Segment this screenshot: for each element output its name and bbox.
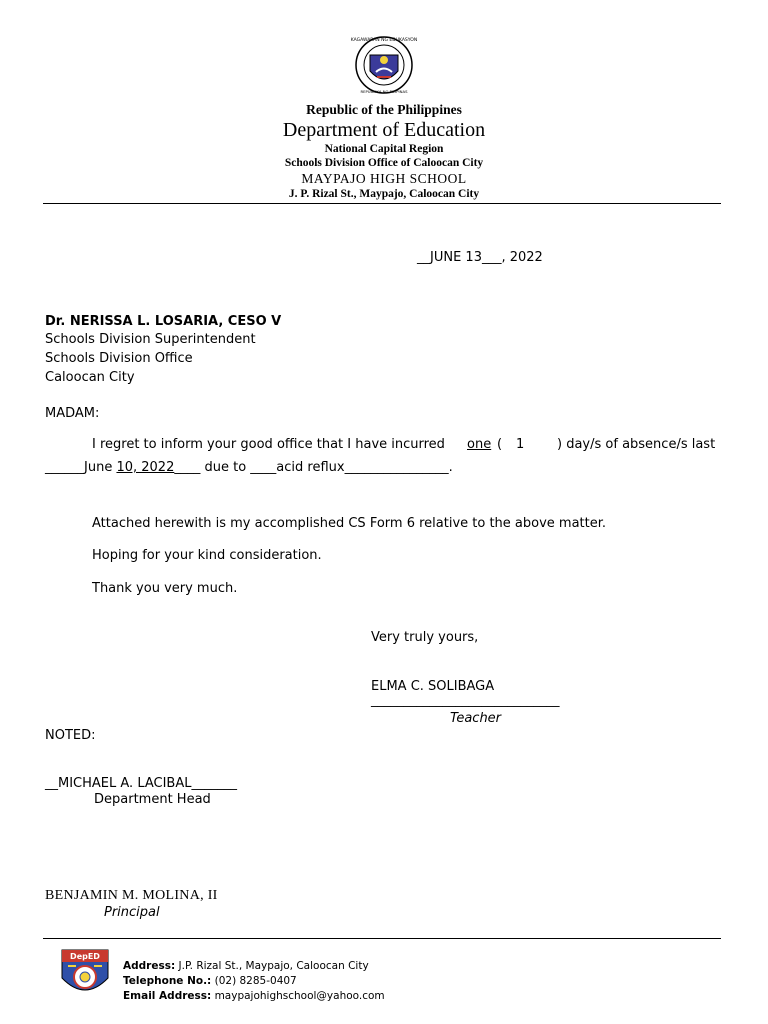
department-head-name: __MICHAEL A. LACIBAL_______ bbox=[45, 776, 237, 791]
footer-email-label: Email Address: bbox=[123, 990, 212, 1002]
body-p2: Attached herewith is my accomplished CS Form 6 relative to the above matter. bbox=[92, 516, 607, 531]
footer-email-value[interactable]: maypajohighschool@yahoo.com bbox=[214, 990, 385, 1002]
addressee-position: Schools Division Superintendent bbox=[45, 332, 256, 347]
valediction: Very truly yours, bbox=[371, 630, 479, 645]
school-name: MAYPAJO HIGH SCHOOL bbox=[301, 171, 467, 186]
footer-phone-label: Telephone No.: bbox=[123, 975, 212, 987]
addressee-office: Schools Division Office bbox=[45, 351, 193, 366]
footer-telephone bbox=[123, 975, 297, 987]
noted-label: NOTED: bbox=[45, 728, 96, 743]
deped-footer-logo bbox=[56, 944, 114, 1002]
footer-divider bbox=[43, 938, 721, 939]
body-p1-start: I regret to inform your good office that I have incurred bbox=[92, 437, 445, 452]
letter-date bbox=[417, 250, 543, 265]
deped-seal-logo bbox=[350, 27, 418, 103]
absence-date: 10, 2022 bbox=[116, 460, 175, 475]
division-text: Schools Division Office of Caloocan City bbox=[284, 157, 484, 169]
body-p1-line2-mid: ____ due to ____acid reflux________________. bbox=[174, 460, 453, 475]
principal-title: Principal bbox=[104, 905, 160, 920]
addressee-name: Dr. NERISSA L. LOSARIA, CESO V bbox=[45, 314, 282, 329]
region-text: National Capital Region bbox=[324, 143, 444, 155]
footer-address-value: J.P. Rizal St., Maypajo, Caloocan City bbox=[178, 960, 369, 972]
addressee-city: Caloocan City bbox=[45, 370, 135, 385]
signer-name: ELMA C. SOLIBAGA bbox=[371, 679, 495, 694]
body-p1-line2-pre: ______June bbox=[45, 460, 113, 475]
date-prefix: __ bbox=[417, 250, 430, 265]
principal-name: BENJAMIN M. MOLINA, II bbox=[45, 888, 218, 903]
header-divider bbox=[43, 203, 721, 204]
body-p3: Hoping for your kind consideration. bbox=[92, 548, 322, 563]
footer-phone-value: (02) 8285-0407 bbox=[214, 975, 297, 987]
body-p1-one: one bbox=[467, 437, 492, 452]
department-title: Department of Education bbox=[282, 119, 486, 141]
school-address: J. P. Rizal St., Maypajo, Caloocan City bbox=[288, 188, 480, 200]
body-p1-line2 bbox=[45, 460, 453, 475]
body-p4: Thank you very much. bbox=[92, 581, 238, 596]
date-month-day: JUNE 13 bbox=[430, 250, 482, 265]
body-p1-end: ) day/s of absence/s last bbox=[557, 437, 716, 452]
salutation: MADAM: bbox=[45, 406, 100, 421]
body-p1-paren-open: ( bbox=[497, 437, 503, 452]
footer-logo-text: DepED bbox=[70, 952, 100, 961]
seal-ring-text: KAGAWARAN NG EDUKASYON bbox=[350, 38, 418, 43]
republic-text: Republic of the Philippines bbox=[306, 102, 462, 117]
footer-address bbox=[123, 960, 369, 972]
signer-title: Teacher bbox=[450, 711, 502, 726]
footer-email bbox=[123, 990, 385, 1002]
department-head-title: Department Head bbox=[94, 792, 211, 807]
body-p1-count: 1 bbox=[516, 437, 525, 452]
signature-line: _____________________________ bbox=[371, 693, 560, 708]
seal-bottom-text: REPUBLIKA NG PILIPINAS bbox=[360, 89, 408, 94]
date-suffix: ___, 2022 bbox=[481, 250, 543, 265]
footer-address-label: Address: bbox=[123, 960, 176, 972]
